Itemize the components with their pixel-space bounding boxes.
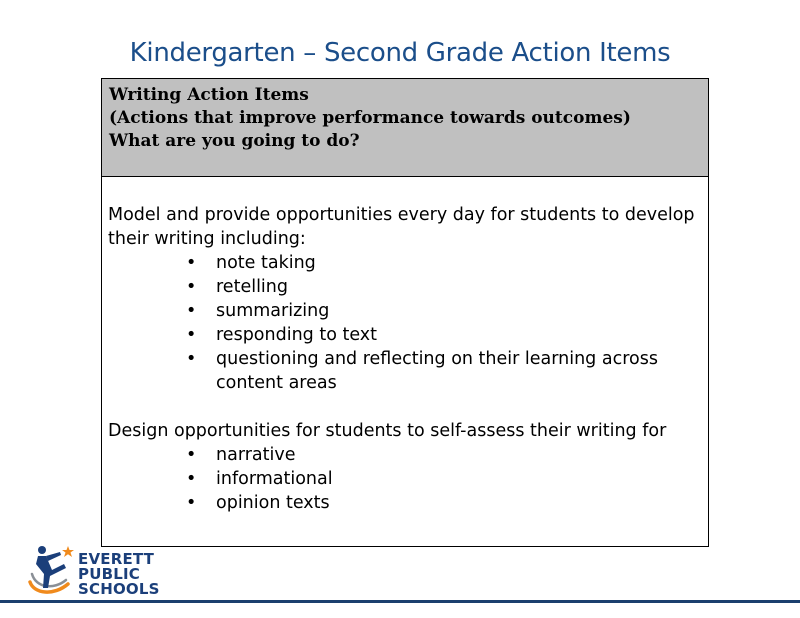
- bullet-icon: •: [186, 253, 197, 273]
- school-runner-icon: [24, 544, 80, 600]
- slide-title: Kindergarten – Second Grade Action Items: [129, 38, 671, 68]
- table-header: [102, 79, 708, 177]
- writing-list: [108, 251, 702, 395]
- footer-divider: [0, 600, 800, 603]
- list-item: • narrative: [186, 445, 296, 465]
- header-line-2: (Actions that improve performance towards outcomes): [109, 108, 631, 128]
- list-item: • informational: [186, 469, 333, 489]
- bullet-icon: •: [186, 325, 197, 345]
- bullet-icon: •: [186, 445, 197, 465]
- list-item: • retelling: [186, 277, 288, 297]
- list-item: • note taking: [186, 253, 316, 273]
- paragraph-design: Design opportunities for students to self-assess their writing for: [108, 421, 667, 441]
- bullet-icon: •: [186, 301, 197, 321]
- bullet-icon: •: [186, 349, 197, 369]
- text-type-list: [108, 443, 702, 515]
- bullet-icon: •: [186, 277, 197, 297]
- header-line-3: What are you going to do?: [109, 131, 360, 151]
- action-items-table: [101, 78, 709, 547]
- bullet-icon: •: [186, 493, 197, 513]
- table-body: [102, 177, 708, 515]
- list-item: • opinion texts: [186, 493, 330, 513]
- list-item: • summarizing: [186, 301, 330, 321]
- list-item: • responding to text: [186, 325, 378, 345]
- header-line-1: Writing Action Items: [109, 85, 309, 105]
- list-item: • questioning and reflecting on their learning across content areas: [186, 349, 658, 393]
- bullet-icon: •: [186, 469, 197, 489]
- everett-public-schools-logo: [24, 544, 174, 600]
- logo-text: EVERETT PUBLIC SCHOOLS: [78, 550, 160, 598]
- paragraph-model: Model and provide opportunities every day for students to develop their writing including:: [108, 205, 695, 249]
